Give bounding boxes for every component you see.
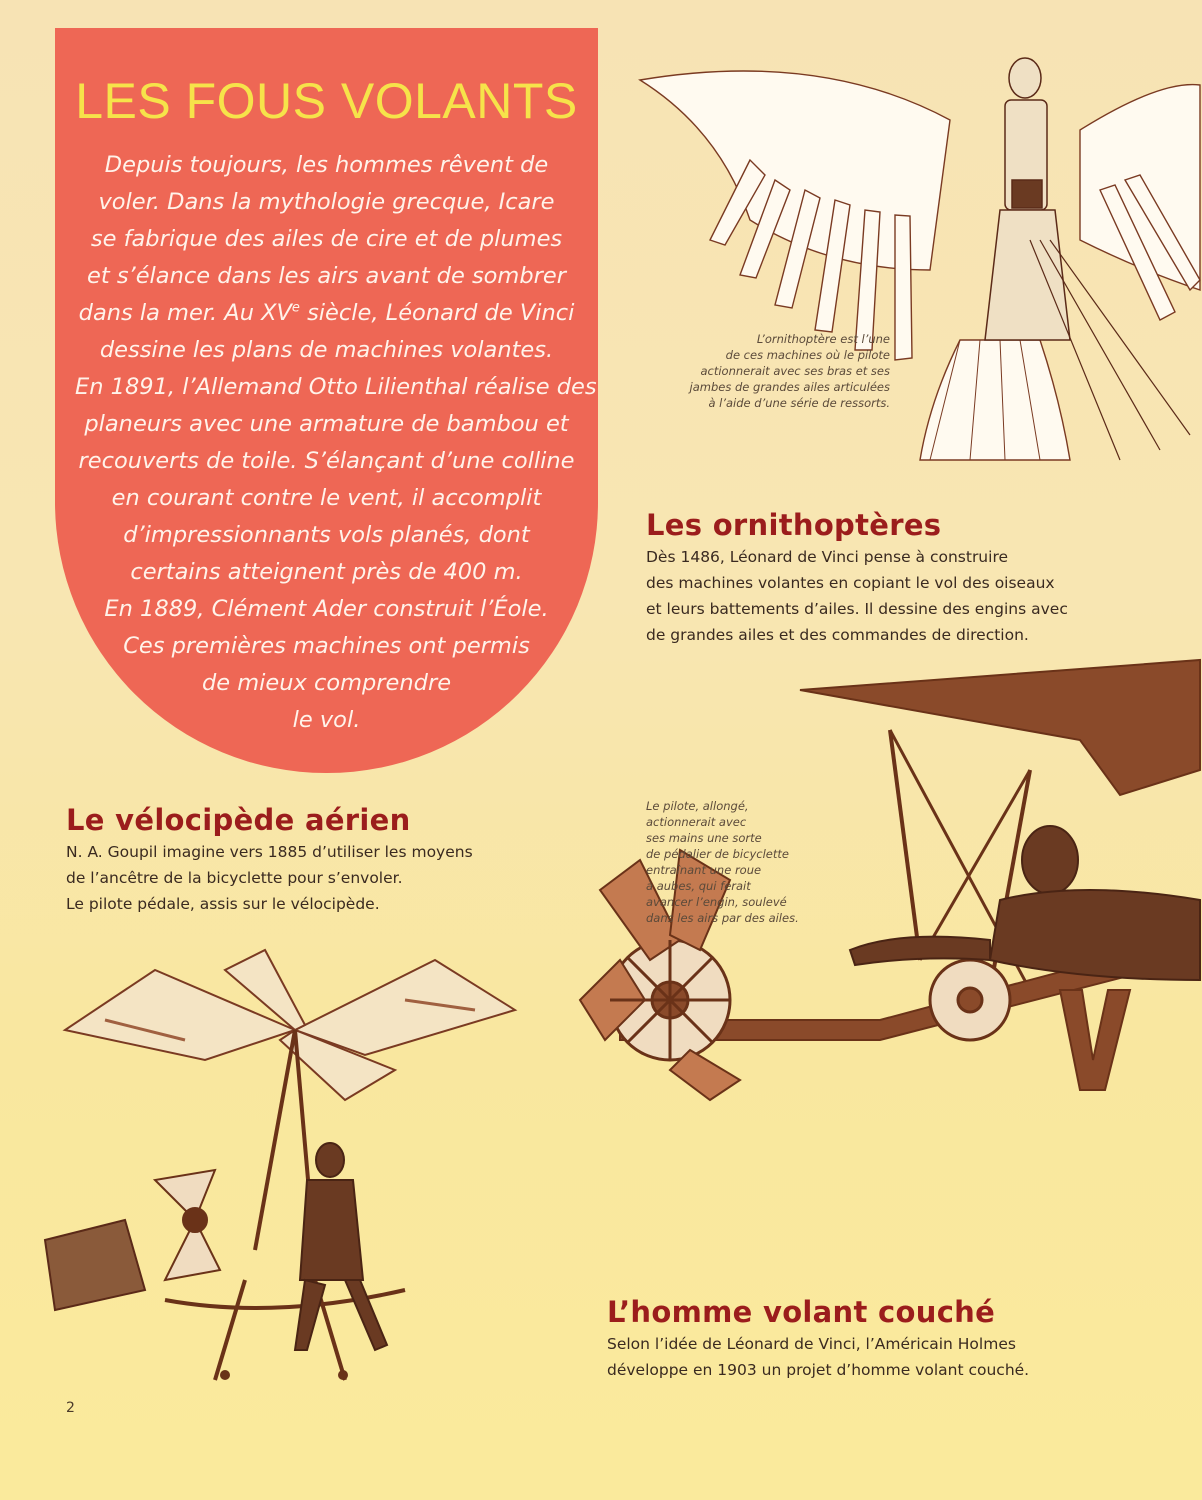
- intro-line: et s’élance dans les airs avant de sombrer: [87, 263, 566, 289]
- caption-line: Le pilote, allongé,: [646, 799, 749, 813]
- body-line: N. A. Goupil imagine vers 1885 d’utiliser les moyens: [66, 843, 473, 861]
- ornithoptere-body: [646, 544, 1068, 648]
- intro-line: En 1891, l’Allemand Otto Lilienthal réalise des: [75, 374, 597, 400]
- intro-line-part: dans la mer. Au XV: [78, 300, 292, 326]
- caption-line: de pédalier de bicyclette: [646, 847, 789, 861]
- body-line: des machines volantes en copiant le vol des oiseaux: [646, 574, 1055, 592]
- body-line: Le pilote pédale, assis sur le vélocipède.: [66, 895, 380, 913]
- caption-line: actionnerait avec ses bras et ses: [700, 364, 890, 378]
- page-title: LES FOUS VOLANTS: [75, 73, 578, 129]
- caption-line: actionnerait avec: [646, 815, 747, 829]
- velocipede-heading: Le vélocipède aérien: [66, 803, 411, 837]
- caption-line: à aubes, qui ferait: [646, 879, 751, 893]
- body-line: développe en 1903 un projet d’homme volant couché.: [607, 1361, 1030, 1379]
- intro-line: voler. Dans la mythologie grecque, Icare: [98, 189, 555, 215]
- intro-text: [75, 147, 597, 739]
- homme-couche-caption: [646, 798, 799, 926]
- ornithoptere-heading: Les ornithoptères: [646, 508, 942, 542]
- ornithopter-caption: [690, 331, 890, 411]
- intro-line: [75, 295, 578, 332]
- ornithopter-illustration: [600, 40, 1202, 480]
- intro-panel: [55, 28, 598, 773]
- homme-couche-heading: L’homme volant couché: [607, 1295, 996, 1329]
- page-number: 2: [66, 1400, 75, 1416]
- body-line: Selon l’idée de Léonard de Vinci, l’Américain Holmes: [607, 1335, 1016, 1353]
- caption-line: dans les airs par des ailes.: [646, 911, 799, 925]
- intro-line: se fabrique des ailes de cire et de plumes: [90, 226, 563, 252]
- century-superscript: e: [291, 300, 300, 316]
- intro-line: Ces premières machines ont permis: [123, 633, 530, 659]
- intro-line: en courant contre le vent, il accomplit: [111, 485, 542, 511]
- intro-line: Depuis toujours, les hommes rêvent de: [104, 152, 549, 178]
- caption-line: à l’aide d’une série de ressorts.: [708, 396, 890, 410]
- intro-line-part: siècle, Léonard de Vinci: [299, 300, 575, 326]
- caption-line: entraînant une roue: [646, 863, 762, 877]
- intro-line: recouverts de toile. S’élançant d’une colline: [78, 448, 575, 474]
- homme-couche-body: [607, 1331, 1029, 1383]
- intro-line: certains atteignent près de 400 m.: [130, 559, 523, 585]
- body-line: de l’ancêtre de la bicyclette pour s’envoler.: [66, 869, 403, 887]
- velocipede-illustration: [45, 950, 515, 1380]
- intro-line: dessine les plans de machines volantes.: [99, 337, 554, 363]
- body-line: de grandes ailes et des commandes de direction.: [646, 626, 1029, 644]
- caption-line: de ces machines où le pilote: [725, 348, 890, 362]
- intro-line: de mieux comprendre: [201, 670, 452, 696]
- caption-line: L’ornithoptère est l’une: [756, 332, 890, 346]
- intro-line: En 1889, Clément Ader construit l’Éole.: [104, 596, 549, 622]
- velocipede-body: [66, 839, 473, 917]
- intro-line: le vol.: [292, 707, 361, 733]
- body-line: Dès 1486, Léonard de Vinci pense à construire: [646, 548, 1009, 566]
- caption-line: jambes de grandes ailes articulées: [689, 380, 890, 394]
- intro-line: d’impressionnants vols planés, dont: [123, 522, 530, 548]
- intro-line: planeurs avec une armature de bambou et: [84, 411, 569, 437]
- body-line: et leurs battements d’ailes. Il dessine des engins avec: [646, 600, 1068, 618]
- caption-line: ses mains une sorte: [646, 831, 762, 845]
- caption-line: avancer l’engin, soulevé: [646, 895, 787, 909]
